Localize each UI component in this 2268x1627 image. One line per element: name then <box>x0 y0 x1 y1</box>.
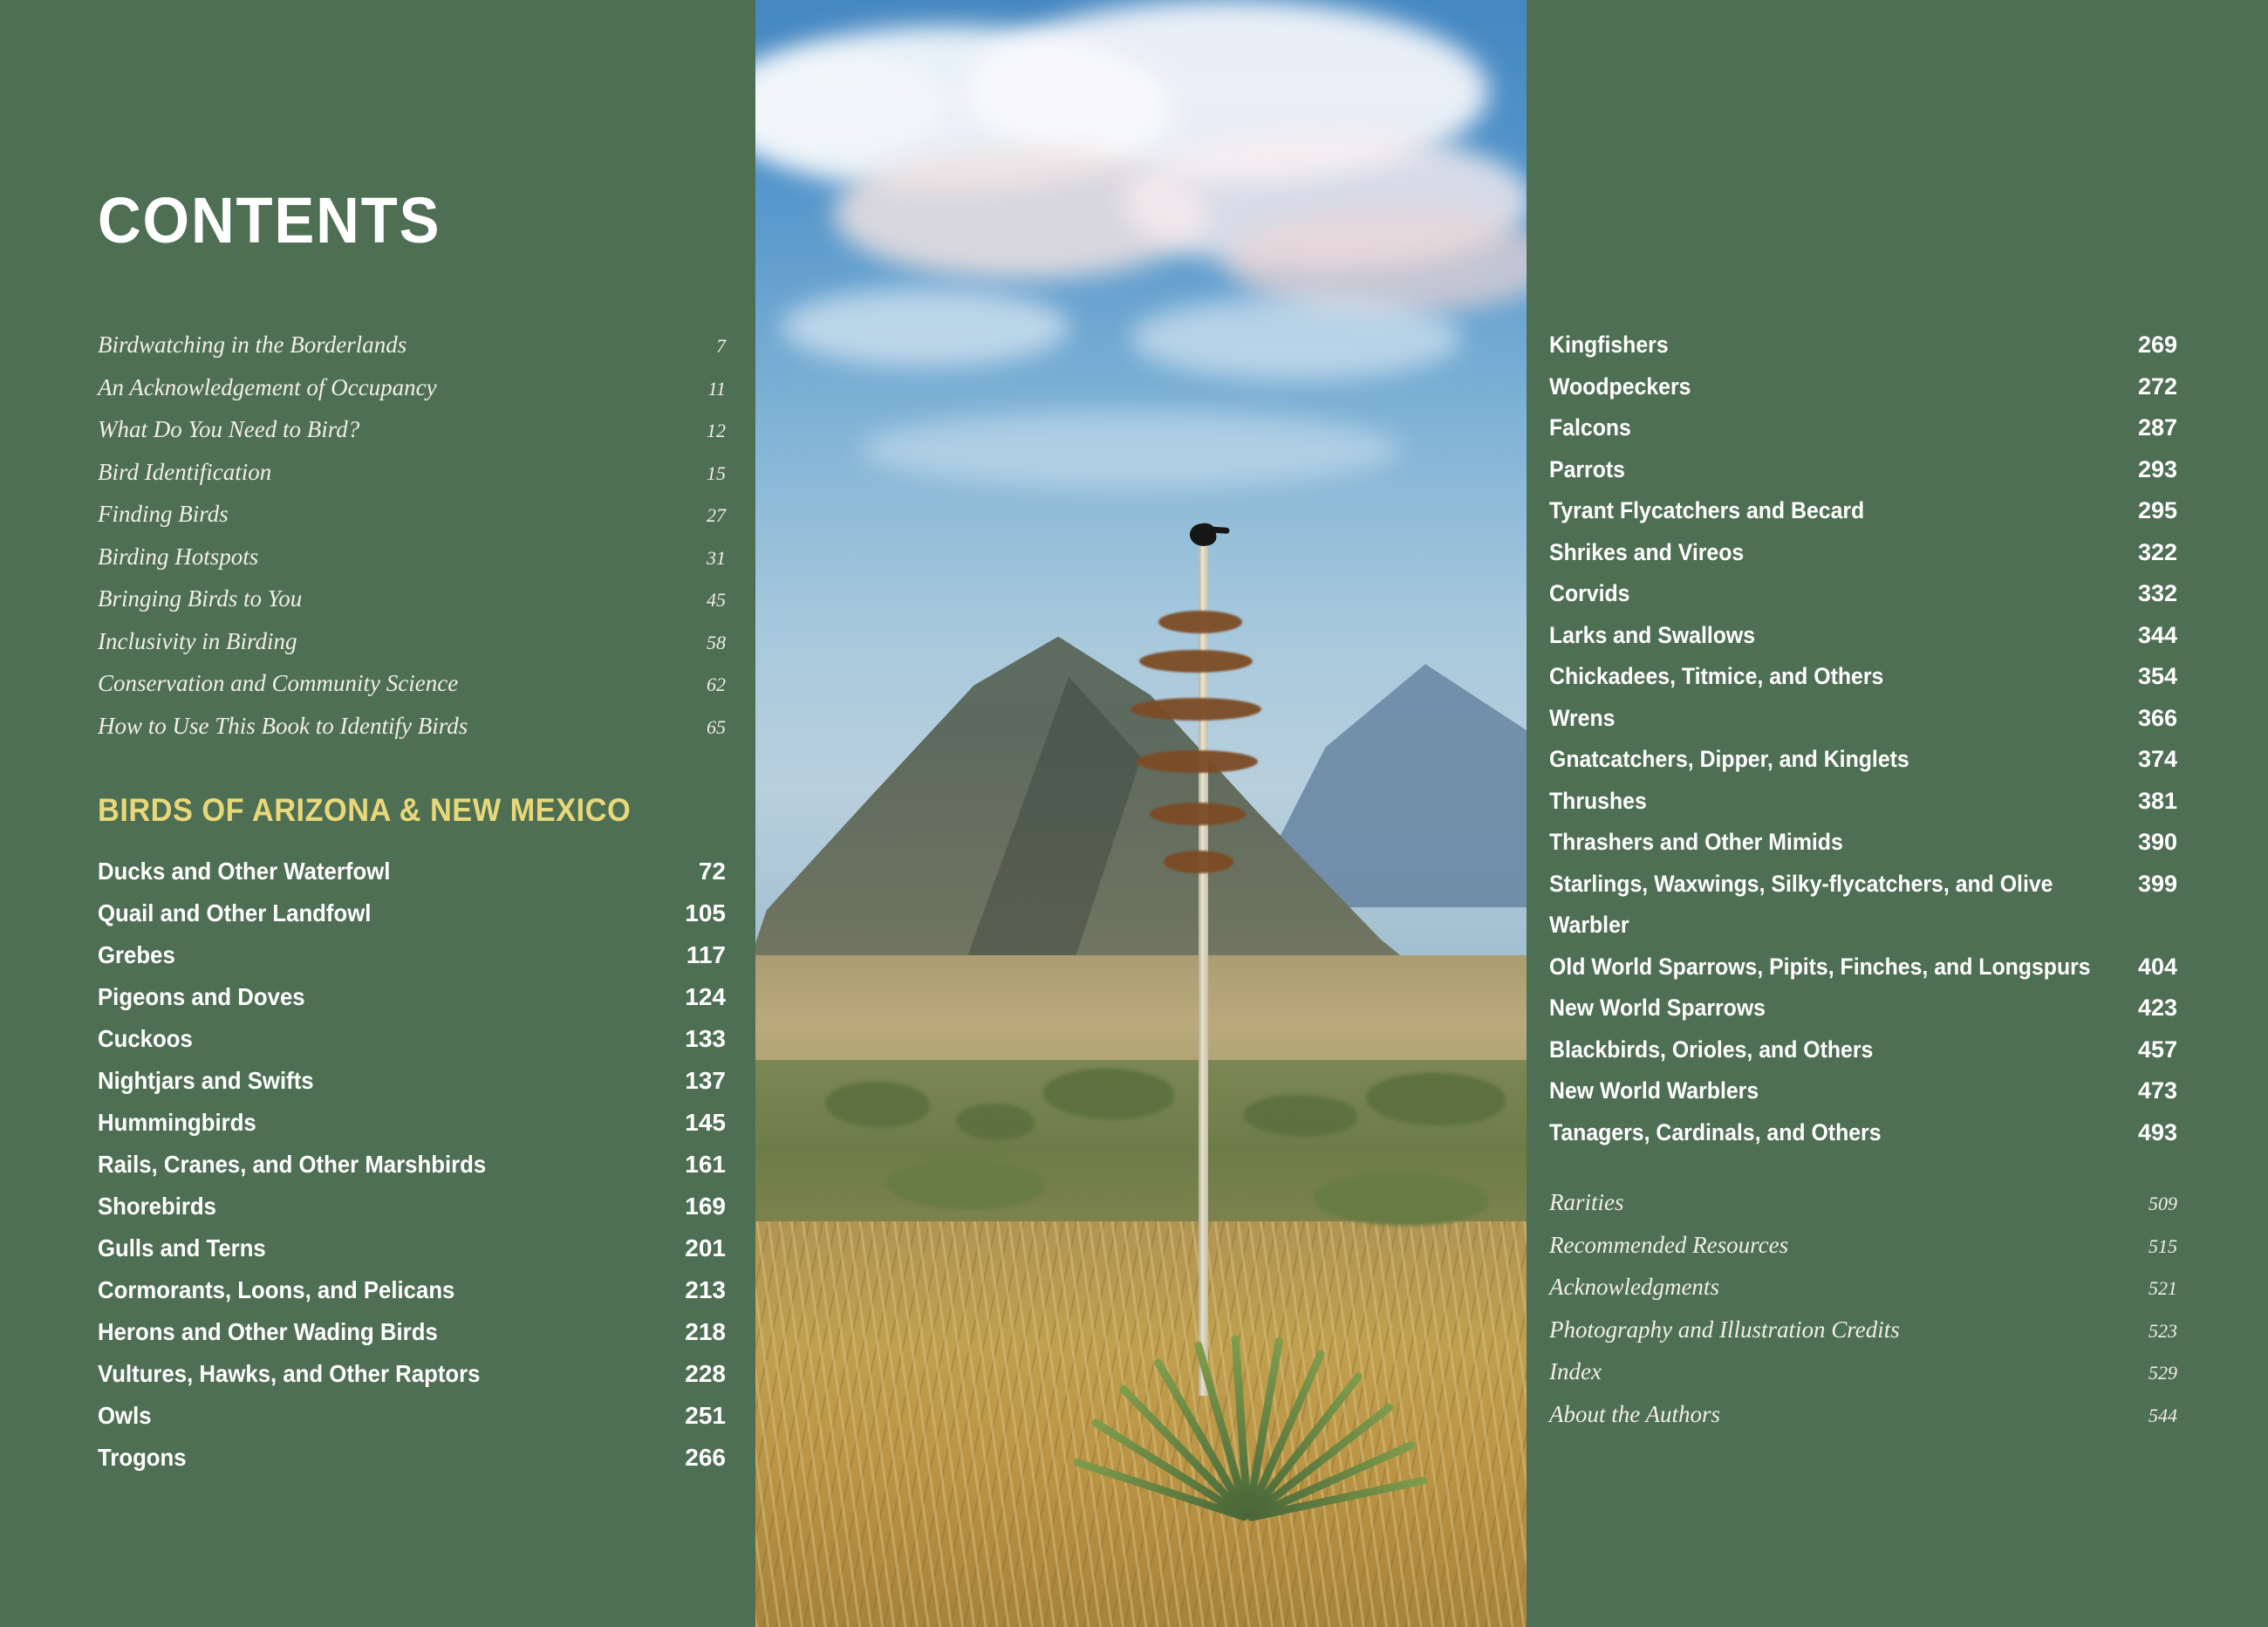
toc-entry-page: 45 <box>707 589 726 611</box>
right-column <box>1549 0 2177 1627</box>
toc-entry-page: 251 <box>685 1402 726 1429</box>
toc-entry-label: Trogons <box>98 1444 187 1471</box>
toc-entry-label: What Do You Need to Bird? <box>98 416 360 442</box>
toc-entry[interactable] <box>98 1102 726 1144</box>
toc-entry[interactable] <box>98 934 726 976</box>
toc-entry-label: Woodpeckers <box>1549 373 1691 400</box>
page-title: CONTENTS <box>98 184 441 256</box>
toc-entry-label: Owls <box>98 1402 152 1429</box>
toc-entry[interactable] <box>1549 366 2177 408</box>
toc-entry-page: 145 <box>685 1109 726 1136</box>
toc-entry-page: 58 <box>707 631 726 653</box>
toc-entry-page: 62 <box>707 673 726 695</box>
toc-entry[interactable] <box>1549 1351 2177 1394</box>
landscape-photograph <box>755 0 1527 1627</box>
toc-entry-page: 15 <box>707 461 726 484</box>
toc-entry-label: Herons and Other Wading Birds <box>98 1318 438 1345</box>
toc-entry-page: 218 <box>685 1318 726 1345</box>
toc-entry[interactable] <box>1549 781 2177 823</box>
toc-entry-label: Bird Identification <box>98 458 272 485</box>
toc-entry-label: Grebes <box>98 941 175 968</box>
toc-entry-page: 457 <box>2137 1036 2177 1063</box>
toc-entry-page: 515 <box>2148 1234 2177 1257</box>
photo-overlay <box>755 0 1527 1627</box>
toc-entry-label: Hummingbirds <box>98 1109 256 1136</box>
toc-entry[interactable] <box>1549 1182 2177 1225</box>
toc-entry-label: Tanagers, Cardinals, and Others <box>1549 1118 1882 1145</box>
toc-entry-label: Inclusivity in Birding <box>98 627 297 654</box>
toc-entry-page: 287 <box>2137 414 2177 441</box>
toc-entry[interactable] <box>98 1269 726 1311</box>
toc-entry-page: 133 <box>685 1025 726 1052</box>
toc-entry-page: 322 <box>2137 538 2177 565</box>
toc-entry-page: 266 <box>685 1444 726 1471</box>
front-matter-list <box>98 325 726 748</box>
toc-entry[interactable] <box>1549 1225 2177 1268</box>
toc-entry-label: New World Warblers <box>1549 1077 1759 1104</box>
toc-entry-label: Chickadees, Titmice, and Others <box>1549 663 1884 689</box>
toc-entry-page: 7 <box>716 335 726 357</box>
toc-entry[interactable] <box>1549 822 2177 864</box>
toc-entry[interactable] <box>98 1227 726 1269</box>
toc-entry-page: 404 <box>2137 953 2177 980</box>
toc-entry-label: Tyrant Flycatchers and Becard <box>1549 497 1865 523</box>
toc-entry-page: 228 <box>685 1360 726 1387</box>
toc-entry-page: 366 <box>2137 704 2177 731</box>
toc-entry[interactable] <box>98 537 726 579</box>
toc-entry[interactable] <box>98 1060 726 1102</box>
toc-entry[interactable] <box>1549 1394 2177 1437</box>
toc-entry[interactable] <box>98 663 726 706</box>
toc-entry[interactable] <box>98 452 726 495</box>
toc-entry[interactable] <box>1549 490 2177 532</box>
toc-entry[interactable] <box>98 851 726 892</box>
toc-entry[interactable] <box>98 706 726 749</box>
left-column <box>98 0 726 1627</box>
toc-entry[interactable] <box>1549 407 2177 449</box>
toc-entry[interactable] <box>98 494 726 537</box>
toc-entry-label: New World Sparrows <box>1549 995 1766 1021</box>
toc-entry-page: 473 <box>2137 1077 2177 1104</box>
toc-entry[interactable] <box>1549 739 2177 781</box>
toc-entry-page: 354 <box>2137 663 2177 689</box>
toc-entry[interactable] <box>98 367 726 410</box>
toc-entry-page: 72 <box>698 858 726 885</box>
toc-entry[interactable] <box>1549 532 2177 574</box>
toc-entry-label: Kingfishers <box>1549 332 1669 358</box>
toc-entry-page: 11 <box>707 377 726 400</box>
toc-entry-page: 105 <box>685 899 726 926</box>
toc-entry-page: 529 <box>2148 1362 2177 1384</box>
toc-entry-page: 65 <box>707 715 726 738</box>
toc-entry[interactable] <box>98 1186 726 1227</box>
toc-entry[interactable] <box>1549 1112 2177 1154</box>
toc-entry-label: Acknowledgments <box>1549 1274 1719 1300</box>
toc-entry-label: About the Authors <box>1549 1400 1721 1427</box>
toc-entry-label: Corvids <box>1549 580 1630 606</box>
toc-entry-label: Blackbirds, Orioles, and Others <box>1549 1036 1874 1063</box>
toc-entry-label: Starlings, Waxwings, Silky-flycatchers, and Olive Warbler <box>1549 870 2053 938</box>
toc-entry-label: Gnatcatchers, Dipper, and Kinglets <box>1549 746 1909 772</box>
toc-entry[interactable] <box>98 976 726 1018</box>
toc-entry-page: 12 <box>707 420 726 441</box>
toc-entry[interactable] <box>98 1018 726 1060</box>
toc-entry-label: Gulls and Terns <box>98 1234 266 1261</box>
toc-entry-label: Bringing Birds to You <box>98 585 303 612</box>
toc-entry-label: Pigeons and Doves <box>98 983 305 1010</box>
toc-entry-page: 293 <box>2137 455 2177 482</box>
toc-entry-page: 332 <box>2137 580 2177 606</box>
toc-entry-label: Nightjars and Swifts <box>98 1067 314 1094</box>
section-heading: BIRDS OF ARIZONA & NEW MEXICO <box>98 792 632 828</box>
toc-entry-page: 390 <box>2137 829 2177 855</box>
toc-entry[interactable] <box>1549 1070 2177 1112</box>
toc-entry-page: 295 <box>2137 497 2177 523</box>
toc-entry[interactable] <box>1549 1267 2177 1309</box>
toc-entry-page: 374 <box>2137 746 2177 772</box>
toc-entry-label: Vultures, Hawks, and Other Raptors <box>98 1360 481 1387</box>
toc-entry-page: 169 <box>685 1193 726 1220</box>
toc-entry-label: Rarities <box>1549 1189 1624 1215</box>
toc-entry-page: 213 <box>685 1276 726 1303</box>
toc-entry-page: 344 <box>2137 621 2177 648</box>
toc-entry-page: 381 <box>2137 787 2177 814</box>
toc-entry-label: Old World Sparrows, Pipits, Finches, and Longspurs <box>1549 953 2091 980</box>
toc-entry[interactable] <box>98 892 726 934</box>
toc-entry-page: 117 <box>686 941 726 968</box>
toc-entry[interactable] <box>98 409 726 452</box>
toc-entry-page: 509 <box>2148 1193 2177 1214</box>
toc-entry-label: Index <box>1549 1358 1602 1384</box>
toc-entry-page: 423 <box>2137 995 2177 1021</box>
toc-entry-label: Birdwatching in the Borderlands <box>98 332 407 358</box>
toc-entry[interactable] <box>1549 449 2177 491</box>
toc-entry-label: Photography and Illustration Credits <box>1549 1316 1900 1343</box>
toc-entry[interactable] <box>98 1437 726 1479</box>
toc-entry-page: 124 <box>685 983 726 1010</box>
toc-entry-page: 523 <box>2148 1319 2177 1342</box>
toc-entry-label: Shrikes and Vireos <box>1549 538 1745 565</box>
toc-entry-label: Wrens <box>1549 704 1616 731</box>
toc-entry[interactable] <box>98 1395 726 1437</box>
toc-entry-label: Recommended Resources <box>1549 1231 1789 1258</box>
toc-entry-label: Thrushes <box>1549 787 1647 814</box>
toc-entry[interactable] <box>98 621 726 664</box>
toc-entry[interactable] <box>1549 698 2177 740</box>
toc-entry[interactable] <box>98 1353 726 1395</box>
birds-right-list <box>1549 325 2177 1153</box>
toc-entry-label: Quail and Other Landfowl <box>98 899 372 926</box>
toc-entry-label: Birding Hotspots <box>98 543 259 570</box>
toc-entry-page: 399 <box>2137 870 2177 897</box>
toc-entry[interactable] <box>98 325 726 367</box>
toc-entry-label: Ducks and Other Waterfowl <box>98 858 391 885</box>
toc-entry-page: 201 <box>685 1234 726 1261</box>
toc-entry[interactable] <box>1549 947 2177 988</box>
toc-entry[interactable] <box>1549 325 2177 366</box>
birds-left-list <box>98 851 726 1479</box>
toc-entry[interactable] <box>1549 988 2177 1029</box>
toc-entry-page: 27 <box>707 504 726 526</box>
toc-entry-label: How to Use This Book to Identify Birds <box>98 712 468 739</box>
toc-entry-label: Shorebirds <box>98 1193 216 1220</box>
back-matter-list <box>1549 1182 2177 1436</box>
toc-entry[interactable] <box>1549 1309 2177 1352</box>
toc-entry[interactable] <box>1549 656 2177 698</box>
toc-entry[interactable] <box>1549 573 2177 615</box>
toc-entry-label: Parrots <box>1549 455 1625 482</box>
toc-entry-label: Finding Birds <box>98 501 229 527</box>
toc-entry[interactable] <box>98 1144 726 1186</box>
toc-entry-page: 269 <box>2137 332 2177 358</box>
toc-entry-page: 137 <box>685 1067 726 1094</box>
toc-entry[interactable] <box>1549 615 2177 657</box>
toc-entry-page: 31 <box>707 546 726 569</box>
toc-entry-label: Larks and Swallows <box>1549 621 1756 648</box>
toc-entry-page: 161 <box>685 1151 726 1178</box>
toc-entry-label: Conservation and Community Science <box>98 670 459 696</box>
toc-entry[interactable] <box>1549 1029 2177 1071</box>
toc-entry-label: Cuckoos <box>98 1025 193 1052</box>
toc-entry[interactable] <box>1549 864 2177 947</box>
toc-entry[interactable] <box>98 578 726 621</box>
toc-entry-page: 521 <box>2148 1277 2177 1299</box>
toc-entry-page: 544 <box>2148 1404 2177 1426</box>
toc-entry-label: Rails, Cranes, and Other Marshbirds <box>98 1151 487 1178</box>
toc-entry-page: 272 <box>2137 373 2177 400</box>
toc-entry-page: 493 <box>2137 1118 2177 1145</box>
toc-entry-label: Thrashers and Other Mimids <box>1549 829 1843 855</box>
toc-entry-label: Falcons <box>1549 414 1631 441</box>
toc-entry-label: Cormorants, Loons, and Pelicans <box>98 1276 455 1303</box>
toc-entry-label: An Acknowledgement of Occupancy <box>98 373 437 400</box>
toc-entry[interactable] <box>98 1311 726 1353</box>
